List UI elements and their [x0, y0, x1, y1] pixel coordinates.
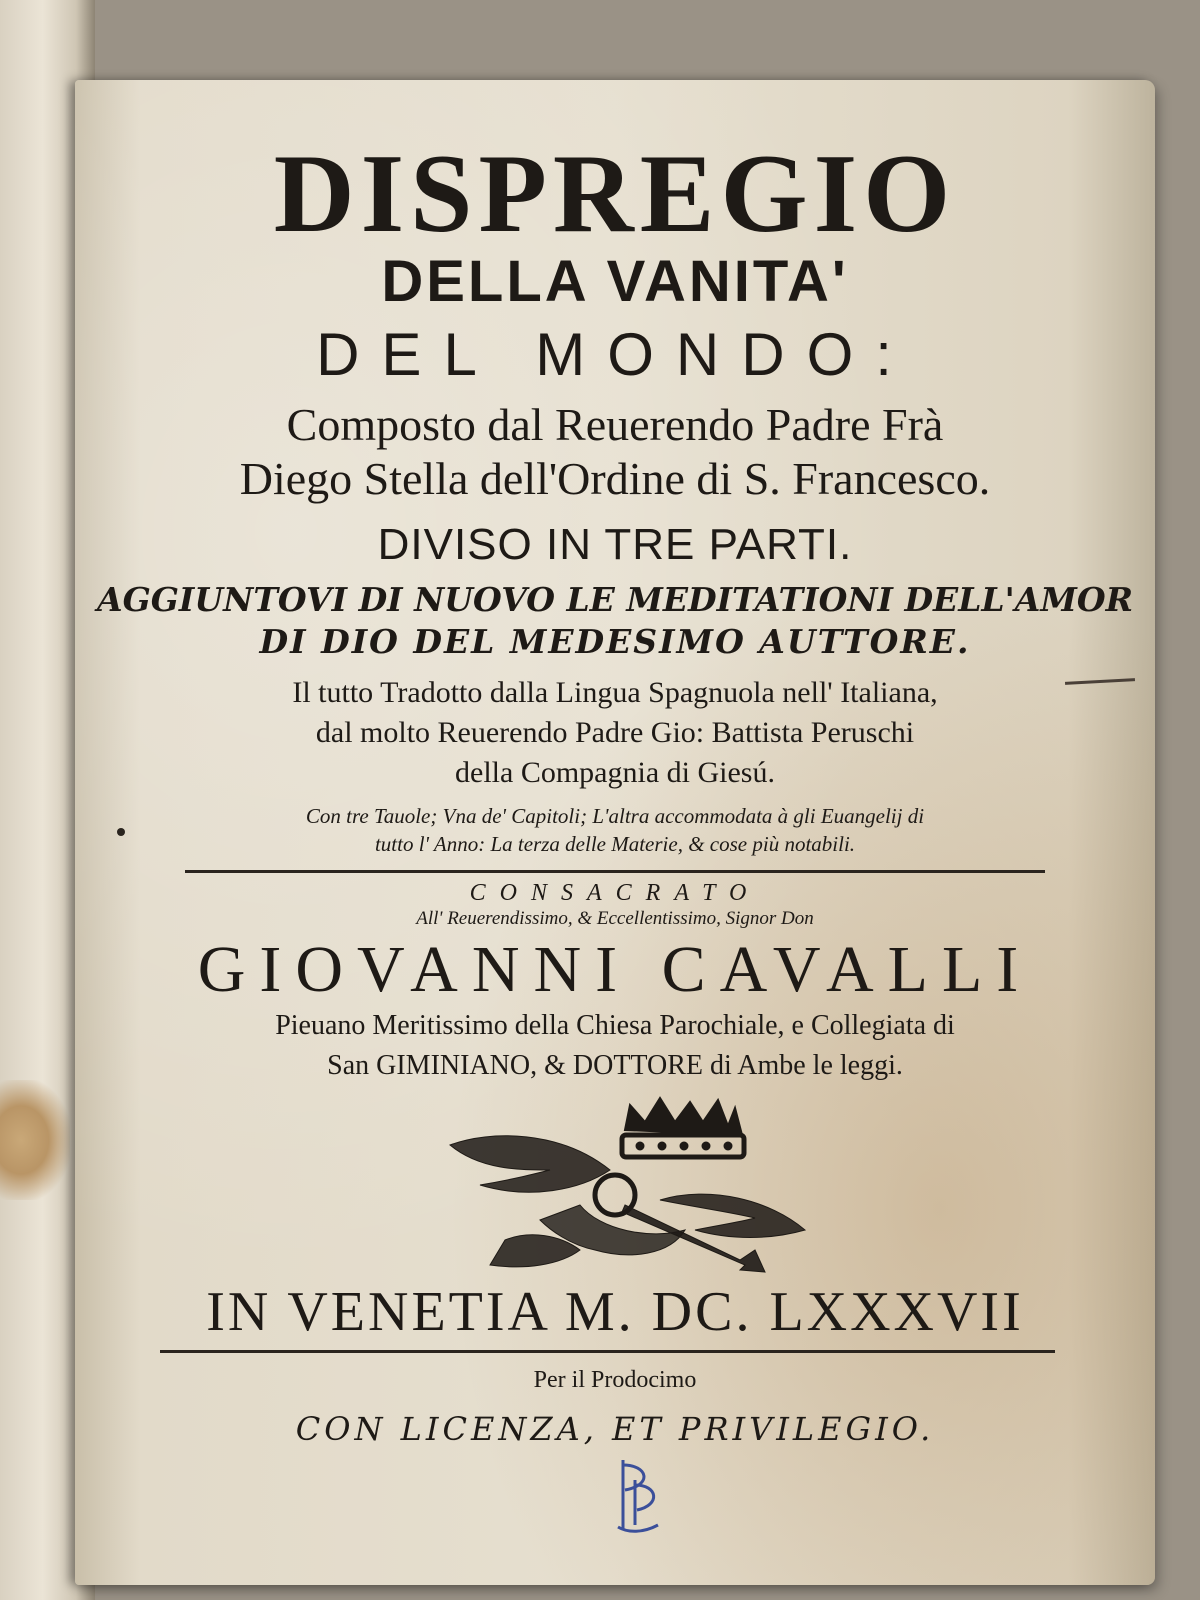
- translation-line-3: della Compagnia di Giesú.: [455, 756, 775, 789]
- title-line-1: DISPREGIO: [273, 132, 957, 256]
- library-stamp-icon: [613, 1455, 663, 1535]
- added-line-2: DI DIO DEL MEDESIMO AUTTORE.: [259, 622, 971, 661]
- author-line-1: Composto dal Reuerendo Padre Frà: [286, 399, 944, 450]
- dedicatee-position-1: Pieuano Meritissimo della Chiesa Parochiale, e Collegiata di: [275, 1010, 955, 1041]
- translation-line-1: Il tutto Tradotto dalla Lingua Spagnuola nell' Italiana,: [292, 676, 938, 709]
- dedicatee-position-2: San GIMINIANO, & DOTTORE di Ambe le leggi.: [327, 1050, 903, 1081]
- dedicatee-name: GIOVANNI CAVALLI: [197, 933, 1033, 1006]
- ink-dot: [117, 828, 125, 836]
- license-line: CON LICENZA, ET PRIVILEGIO.: [295, 1410, 935, 1448]
- title-page: [75, 80, 1155, 1585]
- dedication-line-2: All' Reuerendissimo, & Eccellentissimo, Signor Don: [416, 908, 814, 929]
- author-line-2: Diego Stella dell'Ordine di S. Francesco.: [239, 453, 991, 504]
- printer-line: Per il Prodocimo: [533, 1367, 697, 1393]
- tables-line-1: Con tre Tauole; Vna de' Capitoli; L'altra accommodata à gli Euangelij di: [305, 804, 925, 828]
- divider-rule-top: [185, 870, 1045, 873]
- translation-line-2: dal molto Reuerendo Padre Gio: Battista Peruschi: [315, 716, 915, 749]
- crowned-angel-trumpet-woodcut-icon: [410, 1090, 820, 1280]
- divider-rule-bottom: [160, 1350, 1055, 1353]
- dedication-line-1: CONSACRATO: [469, 880, 761, 906]
- added-line-1: AGGIUNTOVI DI NUOVO LE MEDITATIONI DELL'AMOR: [96, 580, 1134, 619]
- tables-line-2: tutto l' Anno: La terza delle Materie, & cose più notabili.: [374, 832, 856, 856]
- flyleaf-stain: [0, 1080, 70, 1200]
- imprint-place-date: IN VENETIA M. DC. LXXXVII: [206, 1281, 1024, 1343]
- title-line-2: DELLA VANITA': [381, 249, 849, 314]
- title-line-3: DEL MONDO:: [316, 321, 914, 388]
- division-heading: DIVISO IN TRE PARTI.: [377, 520, 853, 569]
